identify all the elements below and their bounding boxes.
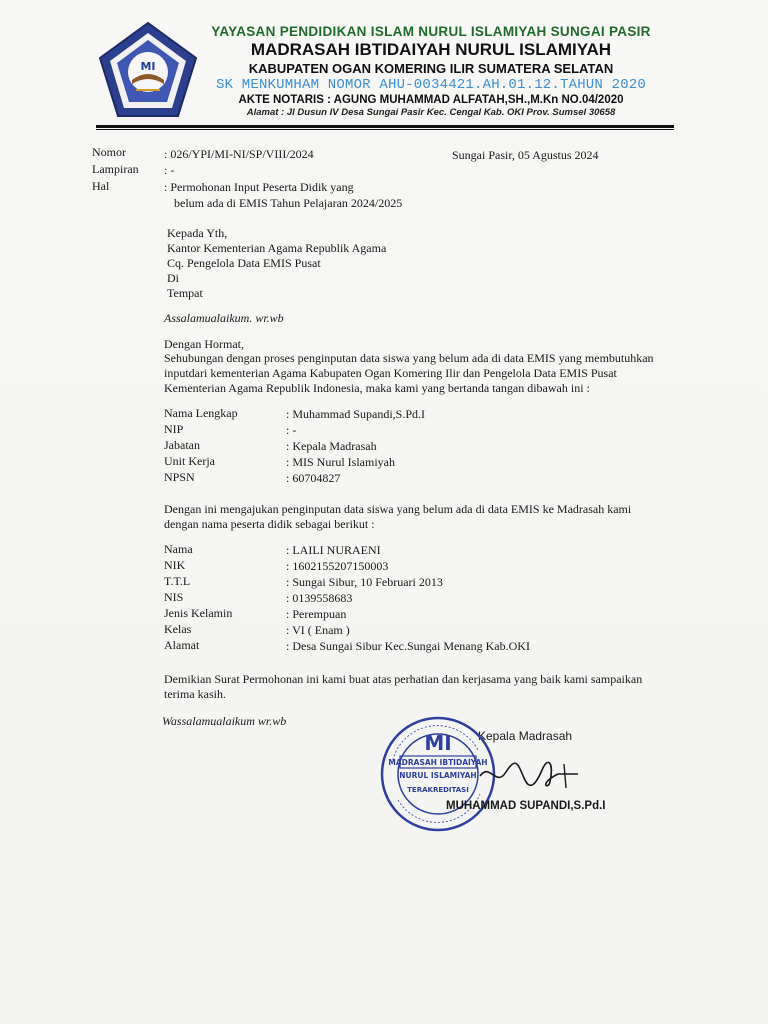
recipient-line2: Kantor Kementerian Agama Republik Agama — [167, 241, 387, 255]
request-line2: dengan nama peserta didik sebagai berikut : — [164, 517, 375, 531]
nomor-label: Nomor — [92, 145, 126, 159]
student-value-3: : Sungai Sibur, 10 Februari 2013 — [286, 575, 443, 589]
signatory-name: MUHAMMAD SUPANDI,S.Pd.I — [446, 800, 606, 812]
signatory-value-5: : 60704827 — [286, 471, 341, 485]
signatory-label-5: NPSN — [164, 470, 195, 484]
request-paragraph — [164, 502, 676, 532]
signatory-label-1: Nama Lengkap — [164, 406, 238, 420]
stamp-line2: NURUL ISLAMIYAH — [399, 771, 477, 780]
header-rule-thin — [96, 129, 674, 130]
greeting-salam: Assalamualaikum. wr.wb — [164, 311, 284, 325]
hal-value-line1: : Permohonan Input Peserta Didik yang — [164, 180, 354, 194]
school-logo — [96, 20, 200, 124]
svg-text:MI: MI — [140, 60, 156, 73]
student-label-1: Nama — [164, 542, 193, 556]
foundation-name: YAYASAN PENDIDIKAN ISLAM NURUL ISLAMIYAH SUNGAI PASIR — [211, 24, 651, 39]
signatory-value-1: : Muhammad Supandi,S.Pd.I — [286, 407, 426, 421]
student-value-4: : 0139558683 — [286, 591, 353, 605]
student-value-2: : 1602155207150003 — [286, 559, 389, 573]
student-label-2: NIK — [164, 558, 186, 572]
student-value-1: : LAILI NURAENI — [286, 543, 381, 557]
intro-line2: inputdari kementerian Agama Kabupaten Ogan Komering Ilir dan Pengelola Data EMIS Pusat — [164, 366, 617, 380]
school-name: MADRASAH IBTIDAIYAH NURUL ISLAMIYAH — [250, 40, 612, 59]
recipient-line3: Cq. Pengelola Data EMIS Pusat — [167, 256, 321, 270]
closing-paragraph — [164, 672, 676, 702]
handwritten-signature — [478, 754, 588, 794]
stamp-line3: TERAKREDITASI — [407, 786, 469, 794]
lampiran-value: : - — [164, 163, 175, 177]
request-line1: Dengan ini mengajukan penginputan data siswa yang belum ada di data EMIS ke Madrasah kami — [164, 502, 632, 516]
student-label-6: Kelas — [164, 622, 192, 636]
student-label-5: Jenis Kelamin — [164, 606, 233, 620]
greeting-hormat: Dengan Hormat, — [164, 337, 244, 351]
signatory-value-2: : - — [286, 423, 297, 437]
lampiran-label: Lampiran — [92, 162, 139, 176]
address-line: Alamat : Jl Dusun IV Desa Sungai Pasir Kec. Cengal Kab. OKI Prov. Sumsel 30658 — [246, 107, 616, 118]
recipient-line1: Kepada Yth, — [167, 226, 228, 240]
student-value-5: : Perempuan — [286, 607, 347, 621]
stamp-line1: MADRASAH IBTIDAIYAH — [388, 758, 488, 767]
signatory-label-2: NIP — [164, 422, 184, 436]
recipient-line5: Tempat — [167, 286, 203, 300]
nomor-value: : 026/YPI/MI-NI/SP/VIII/2024 — [164, 147, 314, 161]
regency-name: KABUPATEN OGAN KOMERING ILIR SUMATERA SELATAN — [248, 61, 614, 76]
recipient-line4: Di — [167, 271, 179, 285]
header-rule-thick — [96, 125, 674, 128]
signatory-value-4: : MIS Nurul Islamiyah — [286, 455, 395, 469]
letterhead — [196, 24, 666, 118]
student-label-7: Alamat — [164, 638, 200, 652]
student-value-7: : Desa Sungai Sibur Kec.Sungai Menang Kab.OKI — [286, 639, 530, 653]
stamp-mi: MI — [424, 731, 452, 755]
signatory-label-4: Unit Kerja — [164, 454, 215, 468]
notary-line: AKTE NOTARIS : AGUNG MUHAMMAD ALFATAH,SH.,M.Kn NO.04/2020 — [238, 94, 624, 106]
student-label-3: T.T.L — [164, 574, 191, 588]
intro-line3: Kementerian Agama Republik Indonesia, maka kami yang bertanda tangan dibawah ini : — [164, 381, 590, 395]
signatory-title: Kepala Madrasah — [478, 729, 573, 743]
closing-line1: Demikian Surat Permohonan ini kami buat atas perhatian dan kerjasama yang baik kami sampaikan — [164, 672, 643, 686]
intro-paragraph — [164, 351, 676, 396]
student-label-4: NIS — [164, 590, 184, 604]
wassalam: Wassalamualaikum wr.wb — [162, 714, 287, 728]
signatory-value-3: : Kepala Madrasah — [286, 439, 377, 453]
closing-line2: terima kasih. — [164, 687, 226, 701]
sk-number: SK MENKUMHAM NOMOR AHU-0034421.AH.01.12.TAHUN 2020 — [215, 77, 647, 93]
intro-line1: Sehubungan dengan proses penginputan data siswa yang belum ada di data EMIS yang membutuhkan — [164, 351, 654, 365]
student-value-6: : VI ( Enam ) — [286, 623, 350, 637]
place-date: Sungai Pasir, 05 Agustus 2024 — [452, 148, 599, 162]
hal-value-line2: belum ada di EMIS Tahun Pelajaran 2024/2025 — [174, 196, 403, 210]
hal-label: Hal — [92, 179, 110, 193]
signatory-label-3: Jabatan — [164, 438, 200, 452]
